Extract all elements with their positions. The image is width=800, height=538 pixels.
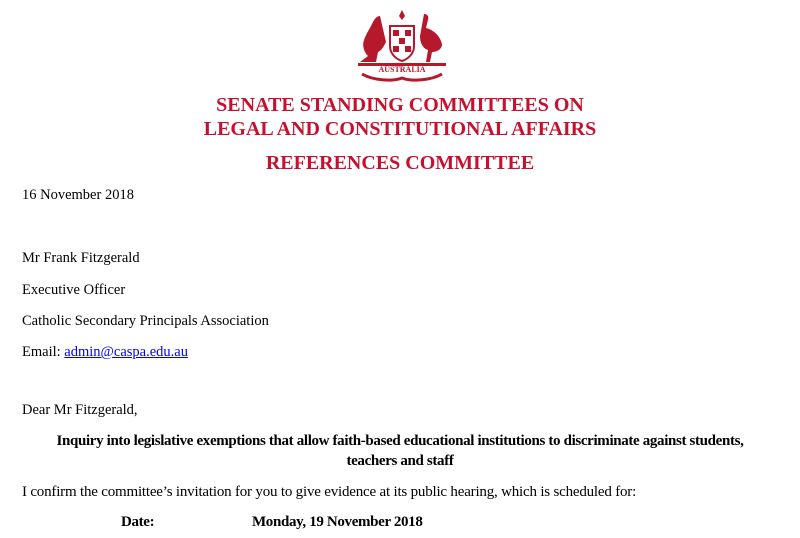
recipient-email-row (22, 344, 188, 361)
hearing-date-value: Monday, 19 November 2018 (252, 514, 423, 530)
recipient-organisation: Catholic Secondary Principals Association (22, 313, 269, 329)
references-committee-heading: REFERENCES COMMITTEE (265, 152, 535, 174)
inquiry-subject-line1: Inquiry into legislative exemptions that allow faith-based educational institutions to discriminate against students, (56, 433, 744, 449)
email-link[interactable]: admin@caspa.edu.au (64, 344, 188, 360)
australian-coat-of-arms-logo (352, 8, 452, 84)
recipient-name: Mr Frank Fitzgerald (22, 250, 140, 266)
committee-title-line2: LEGAL AND CONSTITUTIONAL AFFAIRS (203, 118, 597, 140)
letter-date: 16 November 2018 (22, 187, 134, 203)
committee-title-line1: SENATE STANDING COMMITTEES ON (216, 94, 584, 116)
salutation: Dear Mr Fitzgerald, (22, 402, 138, 418)
body-paragraph: I confirm the committee’s invitation for you to give evidence at its public hearing, which is scheduled for: (22, 484, 637, 500)
recipient-title: Executive Officer (22, 282, 126, 298)
crest-label: AUSTRALIA (378, 65, 426, 74)
email-label: Email: (22, 344, 65, 360)
hearing-date-label: Date: (121, 514, 155, 530)
inquiry-subject-line2: teachers and staff (346, 453, 454, 469)
